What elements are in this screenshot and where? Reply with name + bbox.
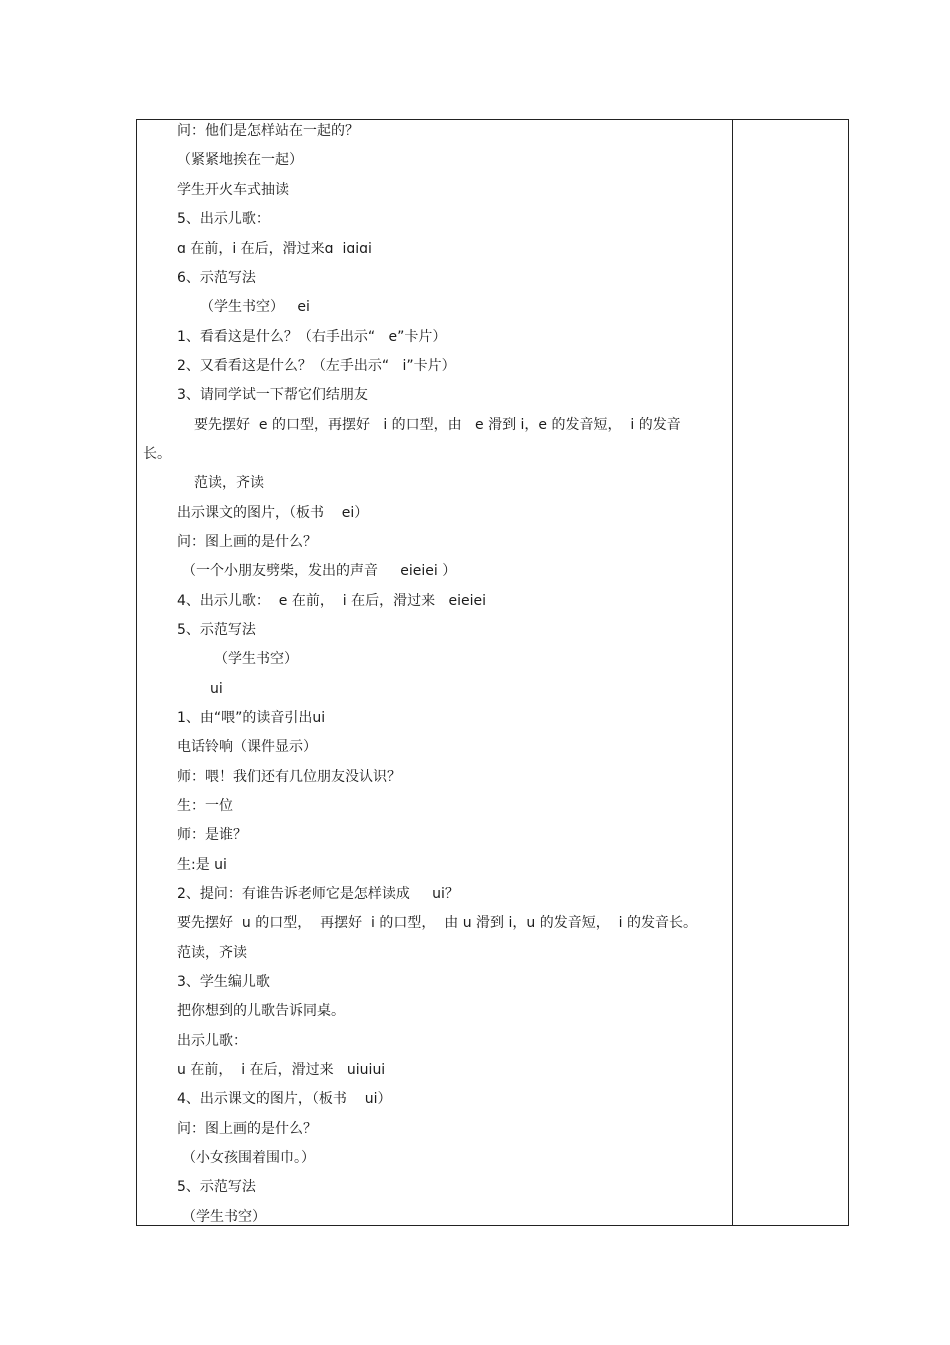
text-line: 5、示范写法 xyxy=(177,1179,256,1195)
text-line: 学生开火车式抽读 xyxy=(177,182,289,198)
text-line: 范读，齐读 xyxy=(194,475,264,491)
text-line: ui xyxy=(210,681,223,697)
text-line: 问：图上画的是什么？ xyxy=(177,1121,317,1137)
text-line: 1、由“喂”的读音引出ui xyxy=(177,710,326,726)
text-line: （一个小朋友劈柴，发出的声音 eieiei ） xyxy=(182,563,457,579)
text-line: 5、出示儿歌： xyxy=(177,211,270,227)
text-line: （小女孩围着围巾。） xyxy=(182,1150,315,1166)
text-line: 1、看看这是什么？（右手出示“ e”卡片） xyxy=(177,329,447,345)
text-line: ɑ 在前，i 在后，滑过来ɑ iɑiɑi xyxy=(177,241,372,257)
text-line: 把你想到的儿歌告诉同桌。 xyxy=(177,1003,345,1019)
text-line: 3、学生编儿歌 xyxy=(177,974,270,990)
text-line: 问：图上画的是什么？ xyxy=(177,534,317,550)
text-line: 电话铃响（课件显示） xyxy=(177,739,317,755)
table-column-divider xyxy=(732,119,733,1226)
text-line: （学生书空） xyxy=(182,1209,266,1225)
text-line: 师：是谁？ xyxy=(177,827,247,843)
text-line: （紧紧地挨在一起） xyxy=(177,152,303,168)
text-line: 生:是 ui xyxy=(177,857,227,873)
text-line: 要先摆好 e 的口型，再摆好 i 的口型，由 e 滑到 i，e 的发音短， i 的发音 xyxy=(194,417,681,433)
text-line: 长。 xyxy=(143,446,171,462)
text-line: （学生书空） xyxy=(214,651,298,667)
text-line: 5、示范写法 xyxy=(177,622,256,638)
text-line: 问：他们是怎样站在一起的？ xyxy=(177,123,359,139)
text-line: 生：一位 xyxy=(177,798,233,814)
text-line: 2、又看看这是什么？（左手出示“ i”卡片） xyxy=(177,358,456,374)
text-line: 4、出示课文的图片，（板书 ui） xyxy=(177,1091,392,1107)
text-line: u 在前， i 在后，滑过来 uiuiui xyxy=(177,1062,386,1078)
text-line: 师：喂！我们还有几位朋友没认识？ xyxy=(177,769,401,785)
text-line: 4、出示儿歌： e 在前， i 在后，滑过来 eieiei xyxy=(177,593,486,609)
text-line: 要先摆好 u 的口型， 再摆好 i 的口型， 由 u 滑到 i，u 的发音短， i 的发音长。 xyxy=(177,915,697,931)
text-line: （学生书空） ei xyxy=(200,299,310,315)
text-line: 出示儿歌： xyxy=(177,1033,247,1049)
text-line: 出示课文的图片，（板书 ei） xyxy=(177,505,369,521)
text-line: 6、示范写法 xyxy=(177,270,256,286)
text-line: 范读，齐读 xyxy=(177,945,247,961)
text-line: 2、提问：有谁告诉老师它是怎样读成 ui？ xyxy=(177,886,459,902)
text-line: 3、请同学试一下帮它们结朋友 xyxy=(177,387,368,403)
